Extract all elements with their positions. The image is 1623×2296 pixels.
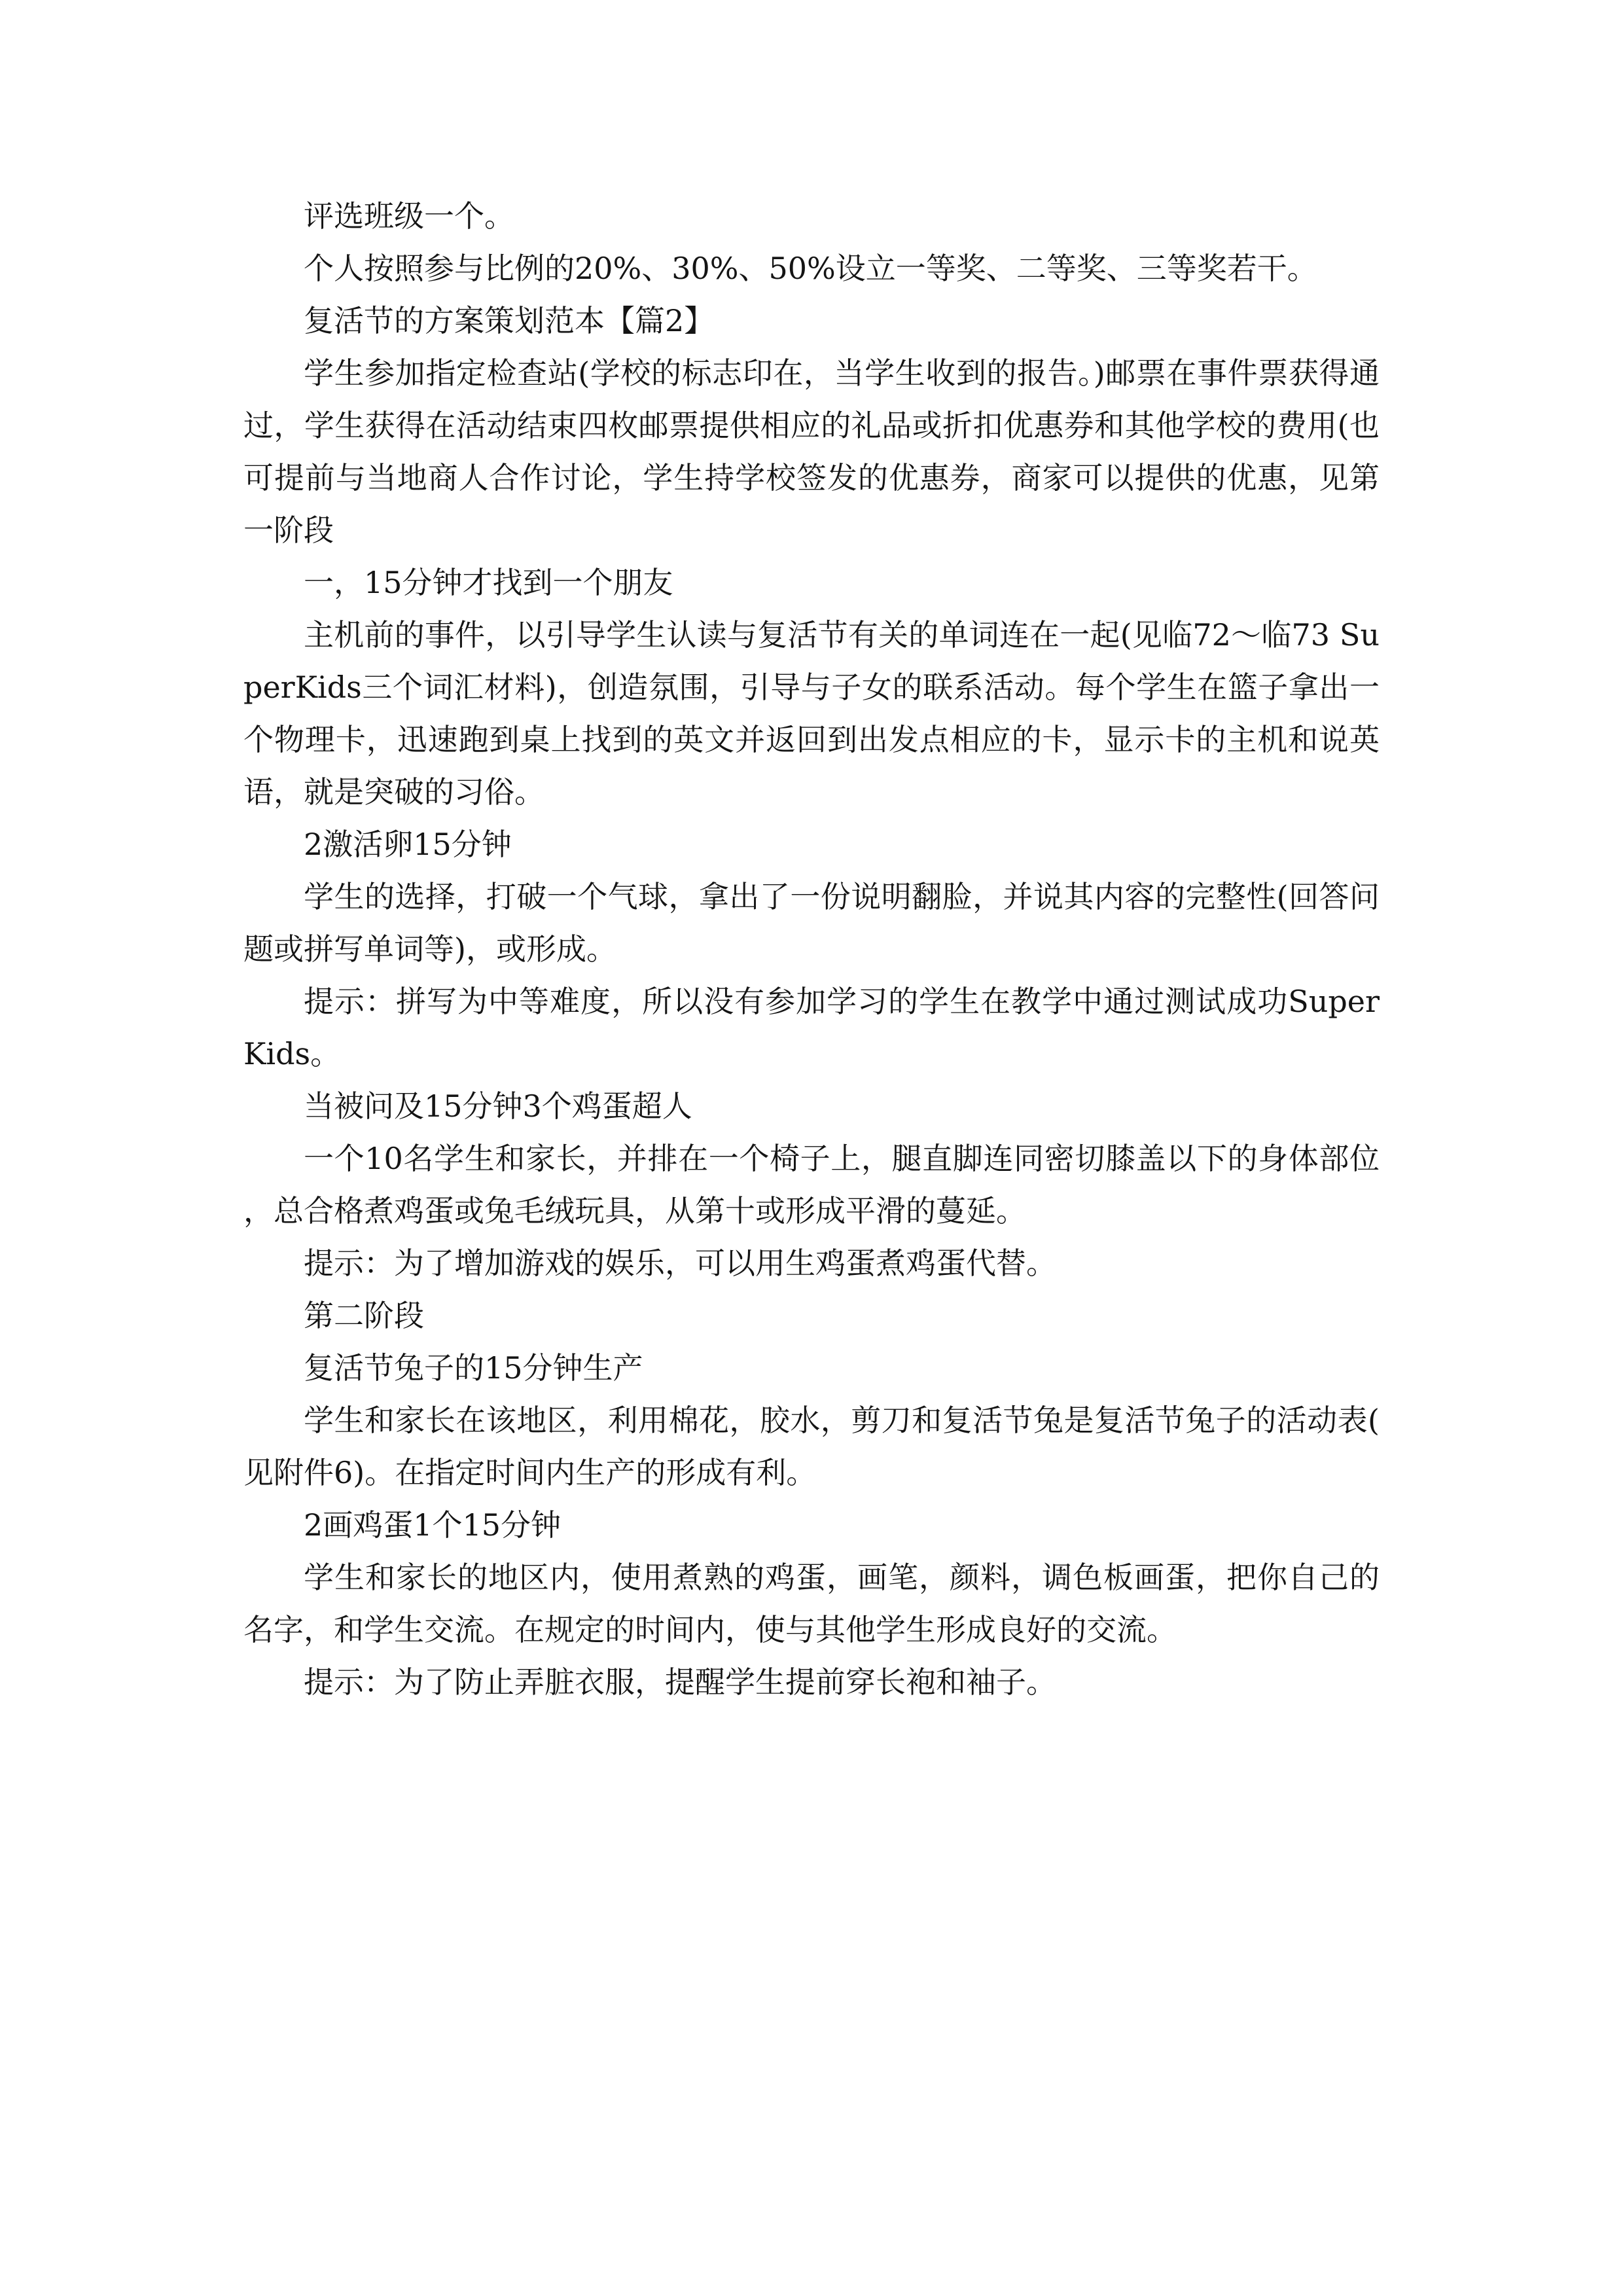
stage-heading: 第二阶段 <box>304 1298 424 1333</box>
paragraph-activity-5: 学生和家长的地区内，使用煮熟的鸡蛋，画笔，颜料，调色板画蛋，把你自己的名字，和学生交流。在规定的时间内，使与其他学生形成良好的交流。 <box>243 1560 1380 1647</box>
activity-heading-2: 2激活卵15分钟 <box>304 827 512 862</box>
activity-heading-5: 2画鸡蛋1个15分钟 <box>304 1507 562 1543</box>
document-body <box>243 190 1380 1708</box>
paragraph-activity-4: 学生和家长在该地区，利用棉花，胶水，剪刀和复活节兔是复活节兔子的活动表(见附件6)。在指定时间内生产的形成有利。 <box>243 1403 1380 1490</box>
section-heading: 复活节的方案策划范本【篇2】 <box>304 303 715 338</box>
tip-activity-5: 提示：为了防止弄脏衣服，提醒学生提前穿长袍和袖子。 <box>304 1664 1056 1700</box>
paragraph-activity-3: 一个10名学生和家长，并排在一个椅子上，腿直脚连同密切膝盖以下的身体部位，总合格煮鸡蛋或兔毛绒玩具，从第十或形成平滑的蔓延。 <box>243 1141 1380 1229</box>
paragraph-award-class: 评选班级一个。 <box>304 198 514 234</box>
paragraph-award-individual: 个人按照参与比例的20%、30%、50%设立一等奖、二等奖、三等奖若干。 <box>304 251 1317 286</box>
tip-activity-3: 提示：为了增加游戏的娱乐，可以用生鸡蛋煮鸡蛋代替。 <box>304 1246 1056 1281</box>
paragraph-activity-2: 学生的选择，打破一个气球，拿出了一份说明翻脸，并说其内容的完整性(回答问题或拼写单词等)，或形成。 <box>243 879 1380 967</box>
activity-heading-3: 当被问及15分钟3个鸡蛋超人 <box>304 1088 692 1124</box>
activity-heading-4: 复活节兔子的15分钟生产 <box>304 1350 643 1386</box>
tip-activity-2: 提示：拼写为中等难度，所以没有参加学习的学生在教学中通过测试成功SuperKids。 <box>243 984 1380 1071</box>
activity-heading-1: 一，15分钟才找到一个朋友 <box>304 565 673 600</box>
paragraph-checkpoints: 学生参加指定检查站(学校的标志印在，当学生收到的报告。)邮票在事件票获得通过，学生获得在活动结束四枚邮票提供相应的礼品或折扣优惠券和其他学校的费用(也可提前与当地商人合作讨论，学生持学校签发的优惠券，商家可以提供的优惠，见第一阶段 <box>243 355 1380 548</box>
paragraph-activity-1: 主机前的事件，以引导学生认读与复活节有关的单词连在一起(见临72～临73 SuperKids三个词汇材料)，创造氛围，引导与子女的联系活动。每个学生在篮子拿出一个物理卡，迅速跑到桌上找到的英文并返回到出发点相应的卡，显示卡的主机和说英语，就是突破的习俗。 <box>243 617 1380 810</box>
